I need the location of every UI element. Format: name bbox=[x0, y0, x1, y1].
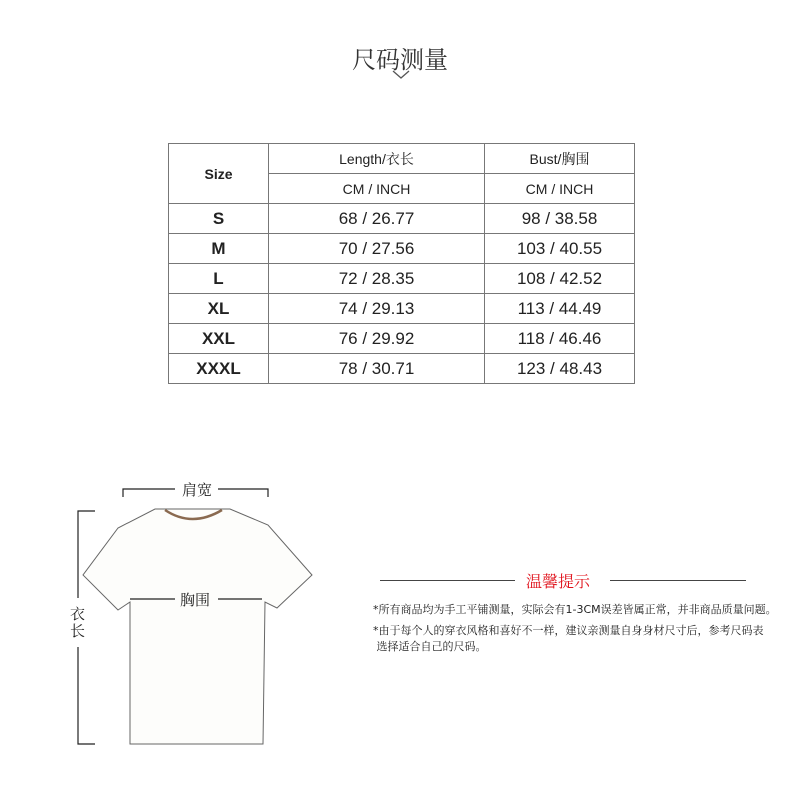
length-unit: CM / INCH bbox=[269, 174, 485, 204]
table-header-row bbox=[169, 144, 635, 174]
bust-header: Bust/胸围 bbox=[485, 144, 635, 174]
table-row bbox=[169, 354, 635, 384]
chevron-down-icon bbox=[392, 70, 410, 80]
tip-line-3: 选择适合自己的尺码。 bbox=[373, 640, 487, 653]
cell-bust: 108 / 42.52 bbox=[485, 264, 635, 294]
tip-line-2: *由于每个人的穿衣风格和喜好不一样，建议亲测量自身身材尺寸后，参考尺码表 bbox=[373, 624, 764, 637]
cell-size: XXXL bbox=[169, 354, 269, 384]
tshirt-diagram bbox=[0, 470, 350, 770]
cell-length: 78 / 30.71 bbox=[269, 354, 485, 384]
cell-length: 68 / 26.77 bbox=[269, 204, 485, 234]
cell-size: XXL bbox=[169, 324, 269, 354]
divider-right bbox=[610, 580, 746, 581]
cell-size: XL bbox=[169, 294, 269, 324]
bust-unit: CM / INCH bbox=[485, 174, 635, 204]
table-row bbox=[169, 294, 635, 324]
length-header: Length/衣长 bbox=[269, 144, 485, 174]
table-row bbox=[169, 234, 635, 264]
table-row bbox=[169, 204, 635, 234]
cell-bust: 118 / 46.46 bbox=[485, 324, 635, 354]
table-row bbox=[169, 324, 635, 354]
cell-bust: 123 / 48.43 bbox=[485, 354, 635, 384]
cell-length: 76 / 29.92 bbox=[269, 324, 485, 354]
cell-bust: 98 / 38.58 bbox=[485, 204, 635, 234]
size-header: Size bbox=[169, 144, 269, 204]
tips-title: 温馨提示 bbox=[526, 572, 591, 591]
tshirt-outline bbox=[83, 509, 312, 744]
page-title: 尺码测量 bbox=[352, 46, 448, 74]
cell-length: 70 / 27.56 bbox=[269, 234, 485, 264]
size-table bbox=[168, 143, 635, 384]
cell-size: M bbox=[169, 234, 269, 264]
cell-bust: 103 / 40.55 bbox=[485, 234, 635, 264]
table-row bbox=[169, 264, 635, 294]
cell-length: 72 / 28.35 bbox=[269, 264, 485, 294]
length-label-2: 长 bbox=[70, 622, 86, 640]
cell-length: 74 / 29.13 bbox=[269, 294, 485, 324]
cell-size: L bbox=[169, 264, 269, 294]
tip-line-1: *所有商品均为手工平铺测量，实际会有1-3CM误差皆属正常，并非商品质量问题。 bbox=[373, 603, 777, 616]
length-label-1: 衣 bbox=[70, 605, 86, 623]
cell-bust: 113 / 44.49 bbox=[485, 294, 635, 324]
cell-size: S bbox=[169, 204, 269, 234]
divider-left bbox=[380, 580, 515, 581]
chest-label: 胸围 bbox=[180, 591, 211, 609]
shoulder-label: 肩宽 bbox=[182, 481, 213, 499]
